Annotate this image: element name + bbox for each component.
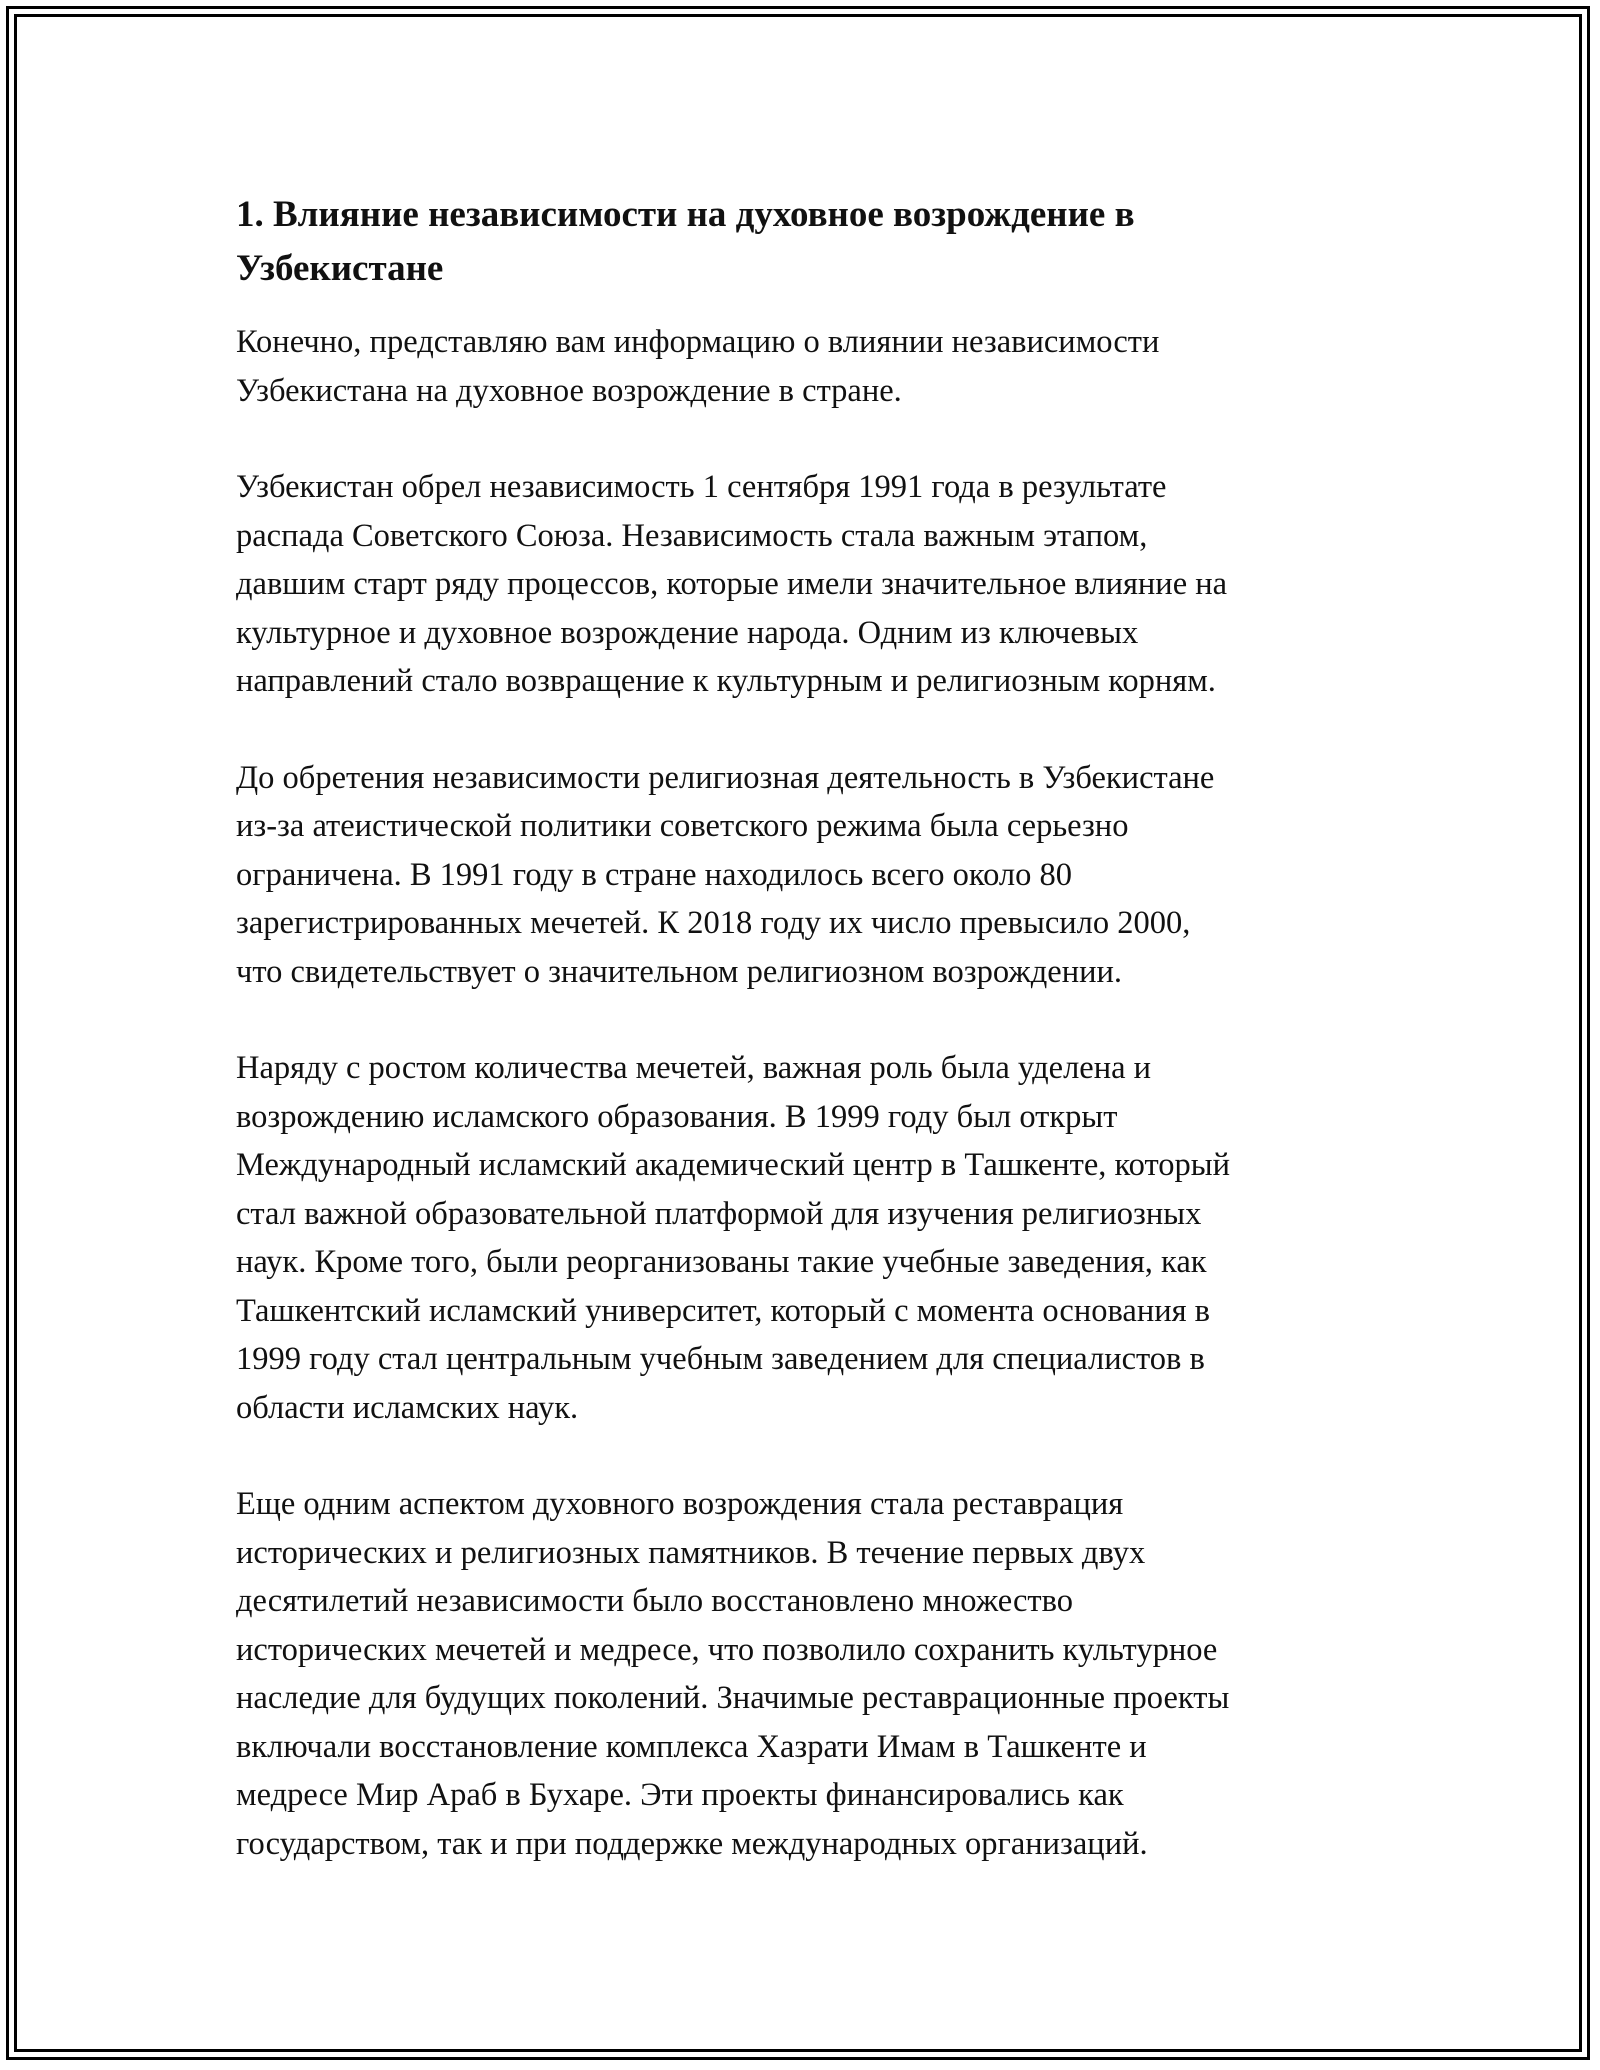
paragraph-intro: Конечно, представляю вам информацию о влиянии независимости Узбекистана на духовное возрождение в стране.	[236, 324, 1160, 409]
paragraph-restoration: Еще одним аспектом духовного возрождения стала реставрация исторических и религиозных памятников. В течение первых двух десятилетий независимости было восстановлено множество исторических мечетей и медресе, что позволило сохранить культурное наследие для будущих поколений. Значимые реставрационные проекты включали восстановление комплекса Хазрати Имам в Ташкенте и медресе Мир Араб в Бухаре. Эти проекты финансировались как государством, так и при поддержке международных организаций.	[236, 1486, 1230, 1862]
paragraph-mosques: До обретения независимости религиозная деятельность в Узбекистане из-за атеистической политики советского режима была серьезно ограничена. В 1991 году в стране находилось всего около 80 зарегистрированных мечетей. К 2018 году их число превысило 2000, что свидетельствует о значительном религиозном возрождении.	[236, 759, 1215, 990]
paragraph-independence: Узбекистан обрел независимость 1 сентября 1991 года в результате распада Советского Союза. Независимость стала важным этапом, давшим старт ряду процессов, которые имели значительное влияние на культурное и духовное возрождение народа. Одним из ключевых направлений стало возвращение к культурным и религиозным корням.	[236, 469, 1228, 699]
document-body	[236, 188, 1376, 1916]
section-heading: 1. Влияние независимости на духовное возрождение в Узбекистане	[236, 194, 1135, 289]
paragraph-education: Наряду с ростом количества мечетей, важная роль была уделена и возрождению исламского образования. В 1999 году был открыт Международный исламский академический центр в Ташкенте, который стал важной образовательной платформой для изучения религиозных наук. Кроме того, были реорганизованы такие учебные заведения, как Ташкентский исламский университет, который с момента основания в 1999 году стал центральным учебным заведением для специалистов в области исламских наук.	[236, 1050, 1231, 1426]
